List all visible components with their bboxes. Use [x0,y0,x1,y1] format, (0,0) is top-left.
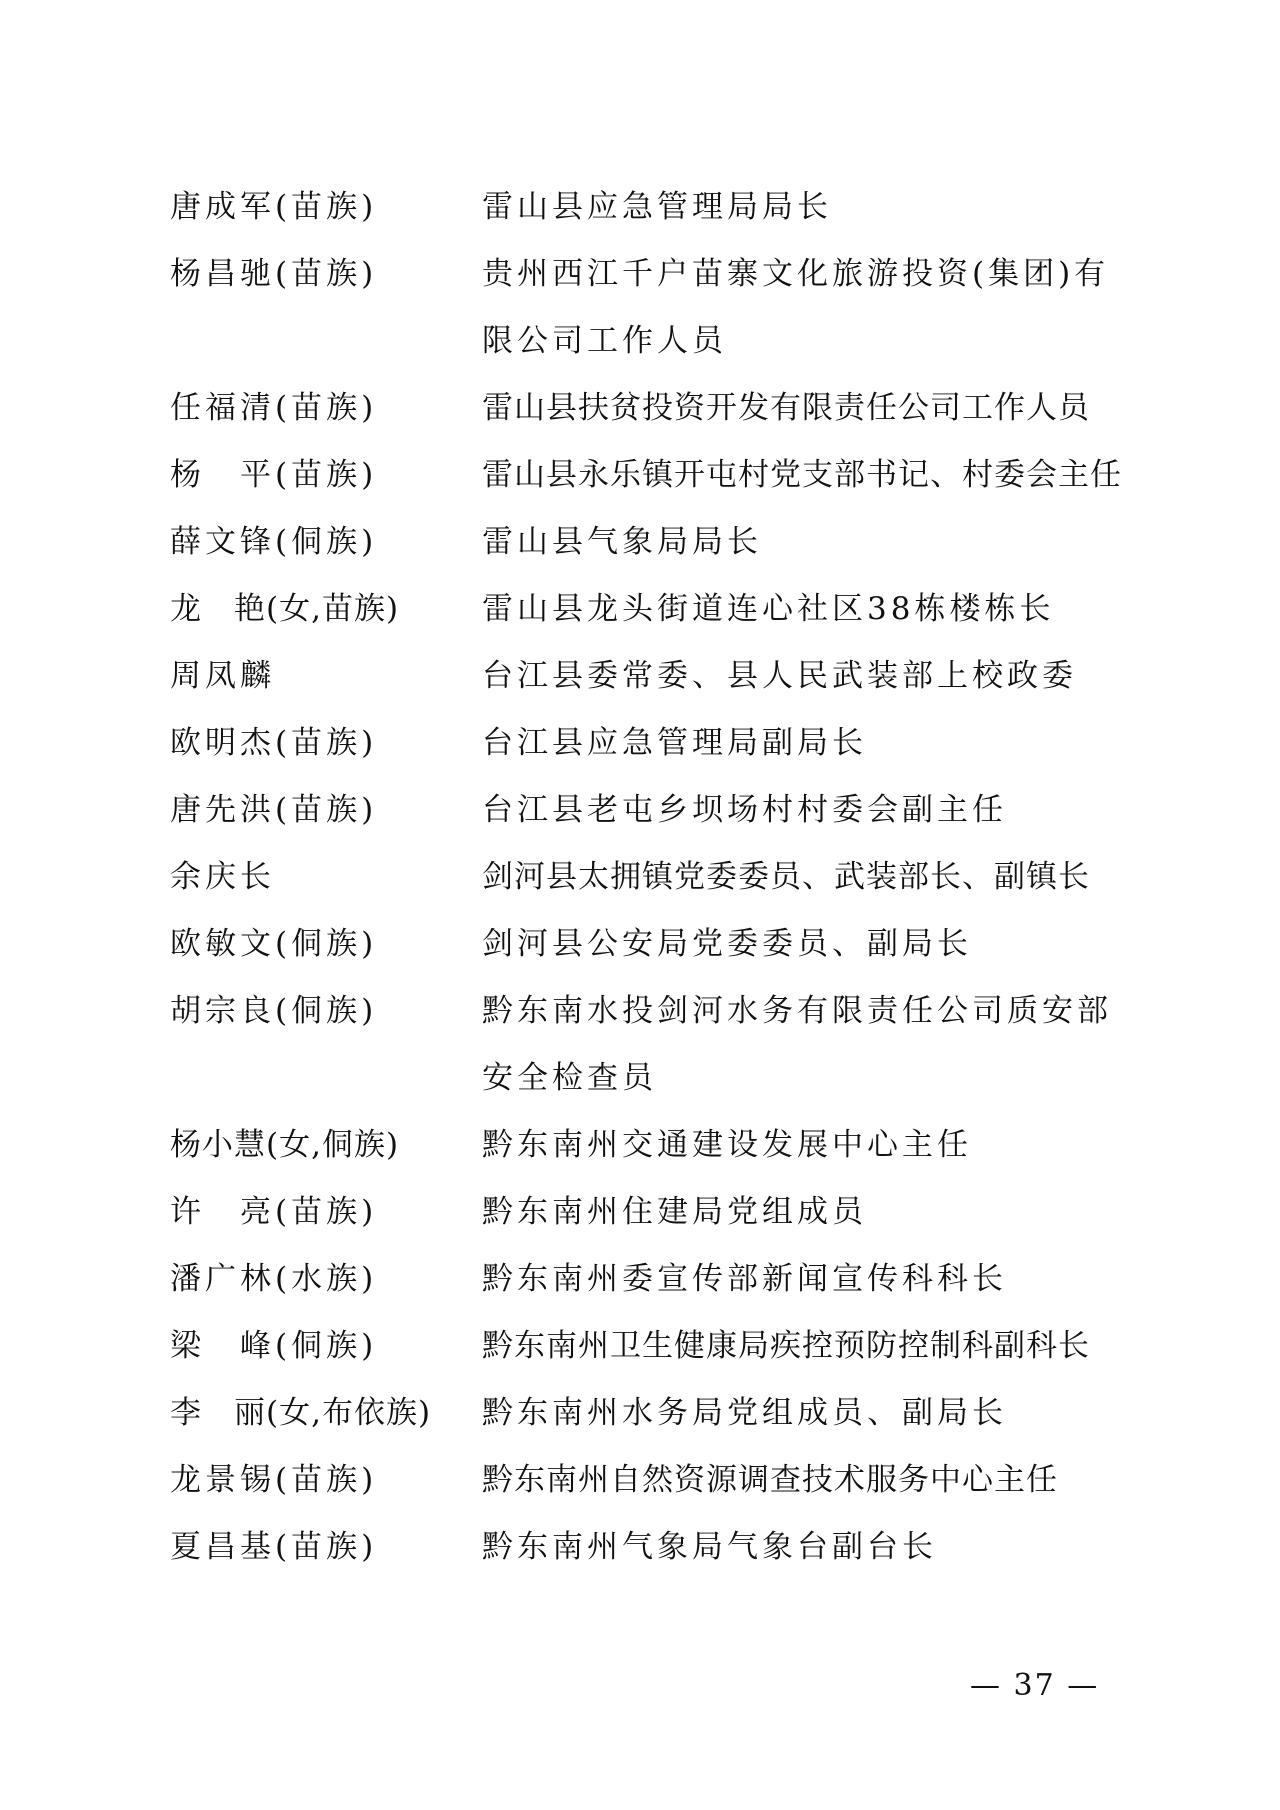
personnel-list [0,189,1280,1614]
person-name: 周凤麟 [170,658,275,694]
person-name: 许 亮(苗族) [170,1194,378,1230]
person-position: 黔东南水投剑河水务有限责任公司质安部安全检查员 [482,993,1112,1096]
person-name: 夏昌基(苗族) [170,1529,378,1565]
person-position: 雷山县永乐镇开屯村党支部书记、村委会主任 [482,457,1122,493]
person-name: 余庆长 [170,859,275,895]
person-name: 龙 艳(女,苗族) [170,591,400,627]
person-name: 潘广林(水族) [170,1261,378,1297]
person-name: 杨昌驰(苗族) [170,256,378,292]
person-position: 雷山县扶贫投资开发有限责任公司工作人员 [482,390,1090,426]
person-position: 雷山县应急管理局局长 [482,189,832,225]
page-number: — 37 — [970,1668,1100,1703]
person-position: 雷山县气象局局长 [482,524,762,560]
person-position: 黔东南州自然资源调查技术服务中心主任 [482,1462,1058,1498]
person-position: 黔东南州水务局党组成员、副局长 [482,1395,1007,1431]
person-position: 台江县应急管理局副局长 [482,725,867,761]
person-position: 黔东南州卫生健康局疾控预防控制科副科长 [482,1328,1090,1364]
person-position: 剑河县公安局党委委员、副局长 [482,926,972,962]
person-name: 薛文锋(侗族) [170,524,378,560]
person-name: 李 丽(女,布依族) [170,1395,432,1431]
person-name: 唐先洪(苗族) [170,792,378,828]
person-position: 台江县老屯乡坝场村村委会副主任 [482,792,1007,828]
person-position: 雷山县龙头街道连心社区38栋楼栋长 [482,591,1055,627]
person-position: 台江县委常委、县人民武装部上校政委 [482,658,1077,694]
person-name: 唐成军(苗族) [170,189,378,225]
person-name: 欧敏文(侗族) [170,926,378,962]
person-position: 黔东南州气象局气象台副台长 [482,1529,937,1565]
person-name: 胡宗良(侗族) [170,993,378,1029]
person-position: 剑河县太拥镇党委委员、武装部长、副镇长 [482,859,1090,895]
person-name: 任福清(苗族) [170,390,378,426]
person-name: 杨 平(苗族) [170,457,378,493]
person-name: 杨小慧(女,侗族) [170,1127,400,1163]
person-name: 梁 峰(侗族) [170,1328,378,1364]
person-position: 贵州西江千户苗寨文化旅游投资(集团)有限公司工作人员 [482,256,1110,359]
person-name: 欧明杰(苗族) [170,725,378,761]
person-name: 龙景锡(苗族) [170,1462,378,1498]
person-position: 黔东南州委宣传部新闻宣传科科长 [482,1261,1007,1297]
person-position: 黔东南州住建局党组成员 [482,1194,867,1230]
person-position: 黔东南州交通建设发展中心主任 [482,1127,972,1163]
list-item [0,1529,1280,1614]
